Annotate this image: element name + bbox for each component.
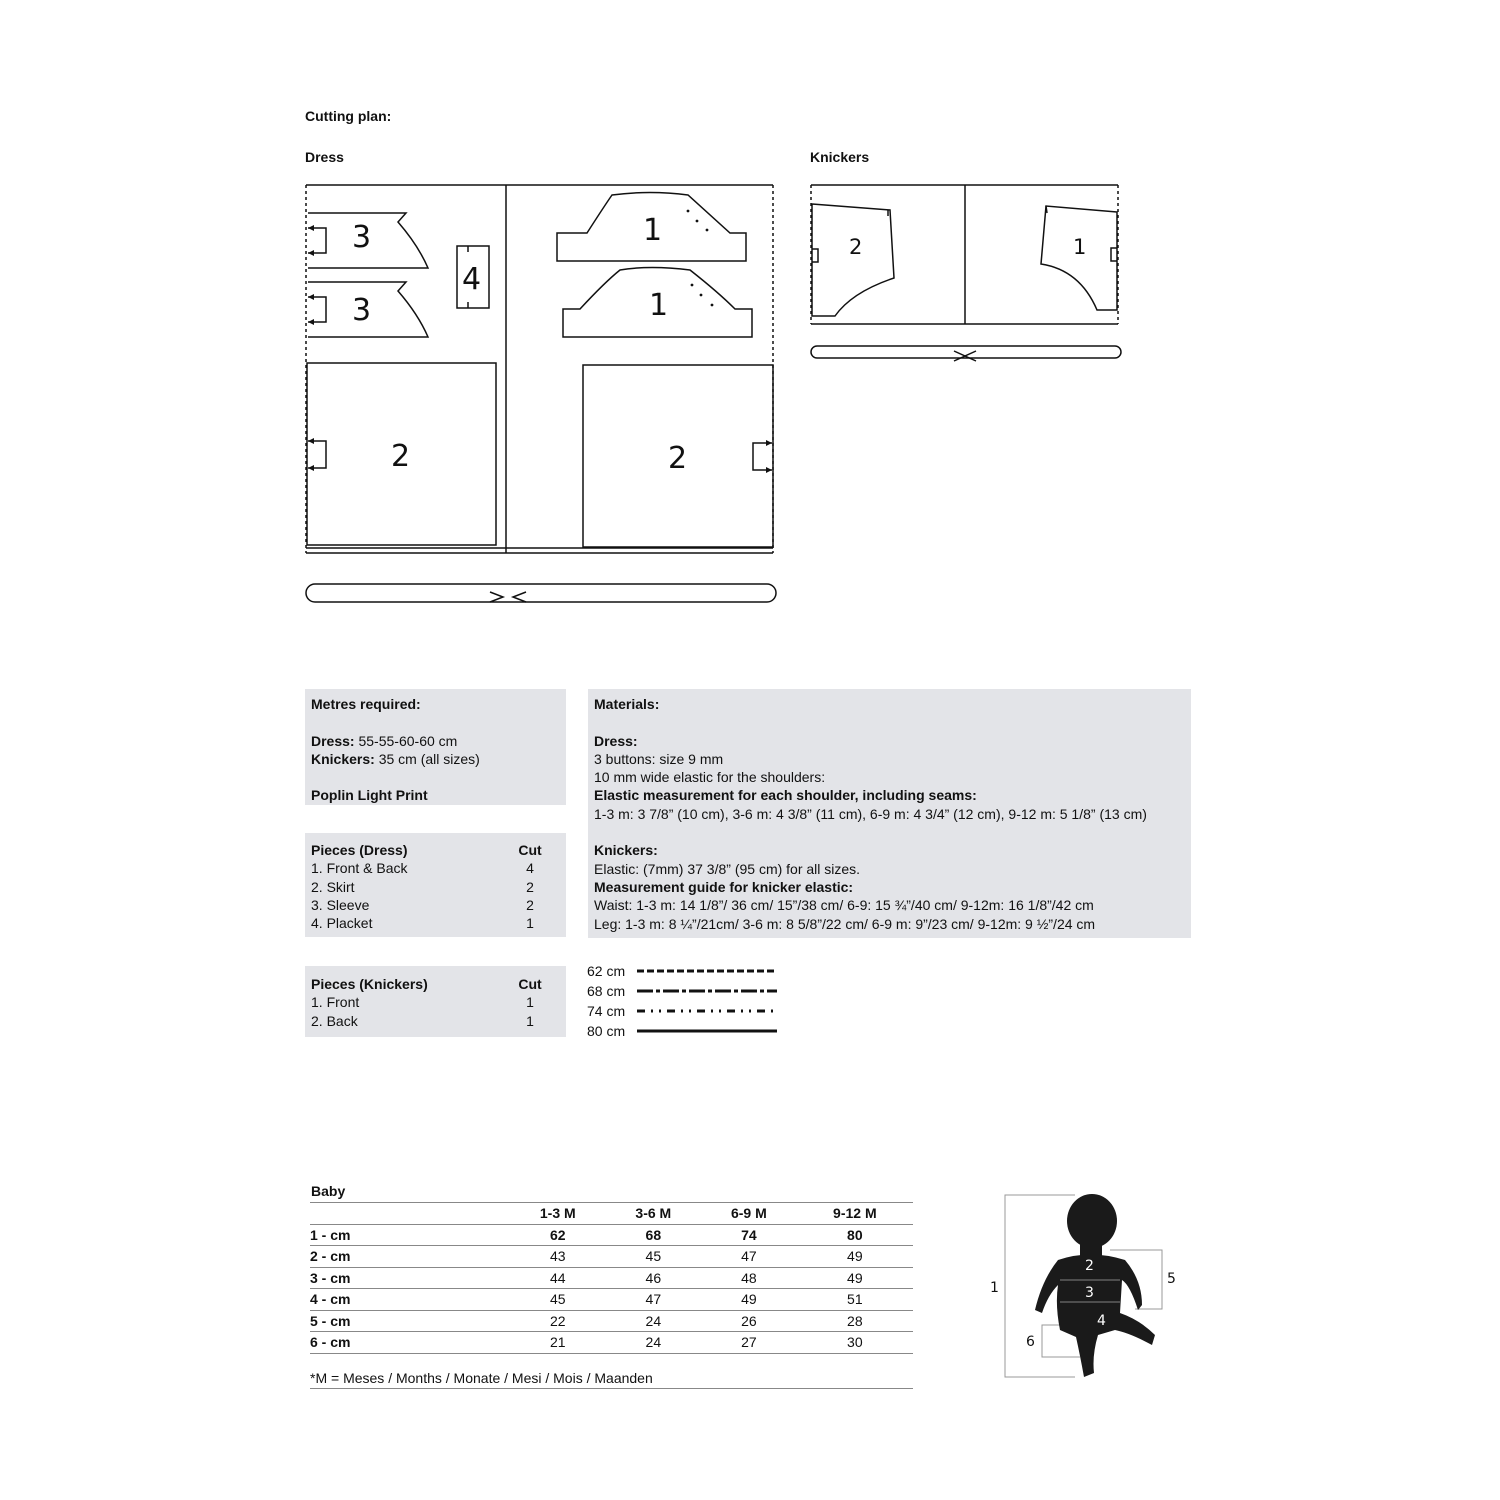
materials-leg: Leg: 1-3 m: 8 ¼”/21cm/ 3-6 m: 8 5/8”/22 cm/ 6-9 m: 9”/23 cm/ 9-12m: 9 ½”/24 cm bbox=[594, 915, 1096, 932]
table-cell: 49 bbox=[797, 1246, 913, 1268]
piece-cut: 2 bbox=[526, 878, 534, 895]
measure-label-6: 6 bbox=[1026, 1334, 1035, 1350]
table-cell: 68 bbox=[606, 1224, 702, 1246]
row-label: 4 - cm bbox=[310, 1289, 510, 1311]
metres-dress-value: 55-55-60-60 cm bbox=[358, 732, 458, 749]
table-cell: 22 bbox=[510, 1310, 606, 1332]
legend-label: 74 cm bbox=[587, 1003, 626, 1019]
piece-cut: 2 bbox=[526, 896, 534, 913]
knickers-piece-label: 2 bbox=[849, 235, 863, 259]
table-cell: 24 bbox=[606, 1332, 702, 1354]
piece-row bbox=[311, 878, 560, 896]
measure-label-3: 3 bbox=[1085, 1285, 1094, 1301]
baby-measurement-figure bbox=[980, 1185, 1190, 1385]
legend-solid-line bbox=[637, 1027, 779, 1035]
materials-knickers-elastic: Elastic: (7mm) 37 3/8” (95 cm) for all sizes. bbox=[594, 860, 861, 877]
row-label: 3 - cm bbox=[310, 1267, 510, 1289]
table-cell: 74 bbox=[701, 1224, 797, 1246]
legend-dashed-line bbox=[637, 967, 779, 975]
legend-label: 68 cm bbox=[587, 983, 626, 999]
row-label: 6 - cm bbox=[310, 1332, 510, 1354]
table-cell: 30 bbox=[797, 1332, 913, 1354]
fabric-name: Poplin Light Print bbox=[311, 787, 428, 804]
knickers-piece-label: 1 bbox=[1073, 235, 1087, 259]
legend-label: 80 cm bbox=[587, 1023, 626, 1039]
dress-piece-label: 2 bbox=[391, 439, 411, 474]
piece-name: 1. Front & Back bbox=[311, 860, 408, 877]
materials-elastic-bold: Elastic measurement for each shoulder, including seams: bbox=[594, 787, 977, 804]
baby-silhouette bbox=[1035, 1194, 1155, 1377]
legend-row-62 bbox=[587, 963, 779, 979]
dress-cutting-label: Dress bbox=[305, 149, 344, 165]
row-label: 5 - cm bbox=[310, 1310, 510, 1332]
materials-buttons: 3 buttons: size 9 mm bbox=[594, 750, 724, 767]
materials-waist: Waist: 1-3 m: 14 1/8”/ 36 cm/ 15”/38 cm/ 6-9: 15 ¾”/40 cm/ 9-12m: 16 1/8”/42 cm bbox=[594, 897, 1094, 914]
materials-elastic-sizes: 1-3 m: 3 7/8” (10 cm), 3-6 m: 4 3/8” (11 cm), 6-9 m: 4 3/4” (12 cm), 9-12 m: 5 1/8” (13 cm) bbox=[594, 805, 1147, 822]
table-cell: 51 bbox=[797, 1289, 913, 1311]
cutting-plan-title: Cutting plan: bbox=[305, 108, 392, 124]
measure-label-5: 5 bbox=[1167, 1271, 1176, 1287]
piece-name: 2. Skirt bbox=[311, 878, 355, 895]
metres-dress-label: Dress: bbox=[311, 732, 355, 749]
table-row bbox=[310, 1246, 913, 1268]
pieces-dress-cut-header: Cut bbox=[518, 842, 542, 858]
piece-cut: 1 bbox=[526, 994, 534, 1011]
piece-cut: 1 bbox=[526, 1012, 534, 1029]
piece-row bbox=[311, 993, 560, 1011]
piece-name: 4. Placket bbox=[311, 915, 373, 932]
table-row bbox=[310, 1267, 913, 1289]
materials-title: Materials: bbox=[594, 696, 660, 712]
table-cell: 49 bbox=[797, 1267, 913, 1289]
piece-row bbox=[311, 914, 560, 932]
dress-piece-label: 1 bbox=[649, 288, 669, 323]
measure-label-2: 2 bbox=[1085, 1258, 1094, 1274]
size-table-title: Baby bbox=[311, 1183, 346, 1199]
table-row bbox=[310, 1289, 913, 1311]
measure-label-1: 1 bbox=[990, 1280, 999, 1296]
table-cell: 28 bbox=[797, 1310, 913, 1332]
table-cell: 26 bbox=[701, 1310, 797, 1332]
legend-row-80 bbox=[587, 1023, 779, 1039]
piece-cut: 1 bbox=[526, 915, 534, 932]
materials-dress-label: Dress: bbox=[594, 732, 638, 749]
column-header: 1-3 M bbox=[510, 1203, 606, 1225]
piece-row bbox=[311, 896, 560, 914]
measure-label-4: 4 bbox=[1097, 1313, 1106, 1329]
dress-piece-label: 4 bbox=[462, 262, 482, 297]
materials-panel bbox=[588, 689, 1191, 938]
piece-row bbox=[311, 859, 560, 877]
dress-piece-label: 3 bbox=[352, 293, 372, 328]
knickers-cutting-diagram bbox=[0, 0, 1500, 400]
legend-row-68 bbox=[587, 983, 779, 999]
table-cell: 43 bbox=[510, 1246, 606, 1268]
table-cell: 48 bbox=[701, 1267, 797, 1289]
table-row bbox=[310, 1224, 913, 1246]
dress-piece-label: 1 bbox=[643, 213, 663, 248]
legend-label: 62 cm bbox=[587, 963, 626, 979]
piece-name: 2. Back bbox=[311, 1012, 358, 1029]
piece-name: 3. Sleeve bbox=[311, 896, 370, 913]
table-cell: 24 bbox=[606, 1310, 702, 1332]
table-cell: 80 bbox=[797, 1224, 913, 1246]
table-cell: 47 bbox=[606, 1289, 702, 1311]
table-row bbox=[310, 1332, 913, 1354]
table-cell: 46 bbox=[606, 1267, 702, 1289]
metres-title: Metres required: bbox=[311, 696, 421, 712]
table-cell: 44 bbox=[510, 1267, 606, 1289]
table-header-row bbox=[310, 1203, 913, 1225]
pieces-dress-panel bbox=[305, 833, 566, 937]
legend-row-74 bbox=[587, 1003, 779, 1019]
metres-knickers-value: 35 cm (all sizes) bbox=[378, 750, 480, 767]
size-table bbox=[310, 1202, 913, 1354]
materials-knickers-label: Knickers: bbox=[594, 842, 658, 859]
table-cell: 27 bbox=[701, 1332, 797, 1354]
column-header: 3-6 M bbox=[606, 1203, 702, 1225]
table-cell: 45 bbox=[510, 1289, 606, 1311]
column-header: 6-9 M bbox=[701, 1203, 797, 1225]
metres-knickers-label: Knickers: bbox=[311, 750, 375, 767]
materials-elastic: 10 mm wide elastic for the shoulders: bbox=[594, 769, 826, 786]
piece-row bbox=[311, 1012, 560, 1030]
metres-required-panel bbox=[305, 689, 566, 805]
pieces-knickers-panel bbox=[305, 966, 566, 1037]
table-row bbox=[310, 1310, 913, 1332]
legend-dash-dot-dot-line bbox=[637, 1007, 779, 1015]
row-label: 2 - cm bbox=[310, 1246, 510, 1268]
piece-cut: 4 bbox=[526, 860, 534, 877]
column-header: 9-12 M bbox=[797, 1203, 913, 1225]
pieces-knickers-cut-header: Cut bbox=[518, 976, 542, 992]
pieces-dress-header: Pieces (Dress) bbox=[311, 842, 408, 858]
dress-piece-label: 3 bbox=[352, 220, 372, 255]
table-cell: 62 bbox=[510, 1224, 606, 1246]
legend-dash-dot-line bbox=[637, 987, 779, 995]
dress-piece-label: 2 bbox=[668, 441, 688, 476]
knickers-cutting-label: Knickers bbox=[810, 149, 870, 165]
pieces-knickers-header: Pieces (Knickers) bbox=[311, 976, 428, 992]
table-cell: 45 bbox=[606, 1246, 702, 1268]
row-label: 1 - cm bbox=[310, 1224, 510, 1246]
piece-name: 1. Front bbox=[311, 994, 360, 1011]
table-cell: 47 bbox=[701, 1246, 797, 1268]
materials-guide-bold: Measurement guide for knicker elastic: bbox=[594, 878, 854, 895]
table-cell: 49 bbox=[701, 1289, 797, 1311]
size-table-footnote: *M = Meses / Months / Monate / Mesi / Mois / Maanden bbox=[310, 1370, 913, 1389]
table-cell: 21 bbox=[510, 1332, 606, 1354]
